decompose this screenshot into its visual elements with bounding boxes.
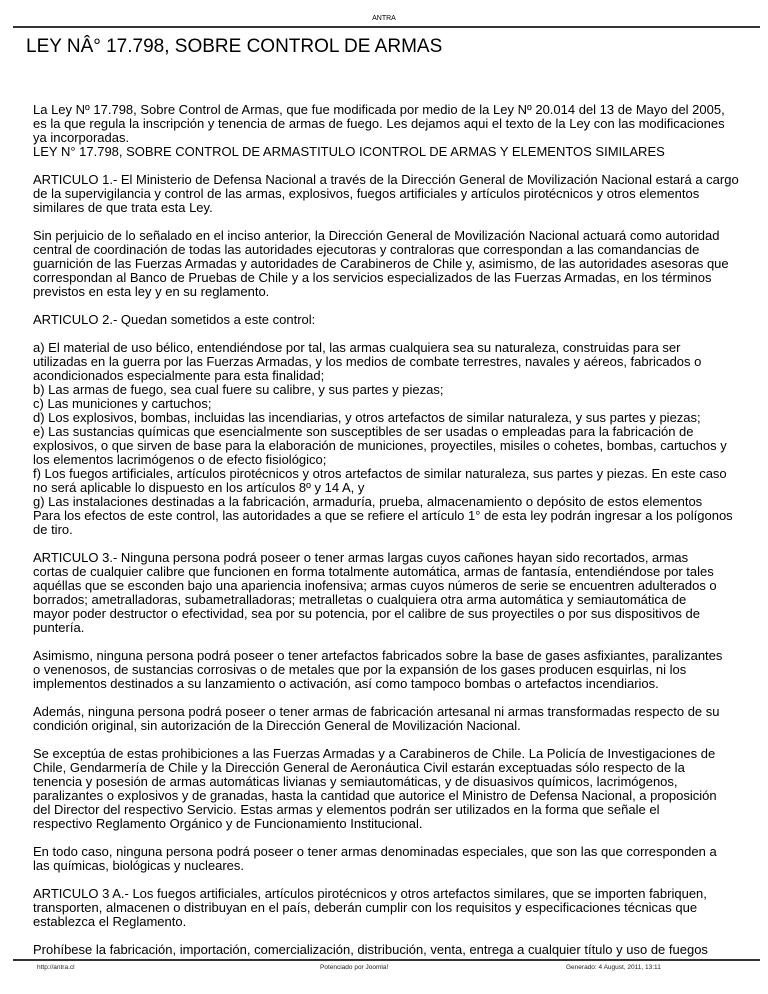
paragraph <box>33 551 748 635</box>
text-line: transporten, almacenen o distribuyan en el país, deberán cumplir con los requisitos y especificaciones técnicas que <box>33 900 698 915</box>
footer-site-link[interactable]: http://antra.cl <box>37 964 75 971</box>
text-line: g) Las instalaciones destinadas a la fabricación, armaduría, prueba, almacenamiento o depósito de estos elementos <box>33 494 703 509</box>
paragraph <box>33 845 748 873</box>
text-line: Asimismo, ninguna persona podrá poseer o tener artefactos fabricados sobre la base de gases asfixiantes, paralizantes <box>33 648 723 663</box>
text-line: a) El material de uso bélico, entendiéndose por tal, las armas cualquiera sea su naturaleza, construidas para ser <box>33 340 681 355</box>
text-line: puntería. <box>33 620 85 635</box>
text-line: no será aplicable lo dispuesto en los artículos 8º y 14 A, y <box>33 480 365 495</box>
text-line: tenencia y posesión de armas automáticas livianas y semiautomáticas, y de disuasivos químicos, lacrimógenos, <box>33 774 678 789</box>
text-line: LEY N° 17.798, SOBRE CONTROL DE ARMASTITULO ICONTROL DE ARMAS Y ELEMENTOS SIMILARES <box>33 144 665 159</box>
paragraph <box>33 747 748 831</box>
text-line: similares de que trata esta Ley. <box>33 200 213 215</box>
footer-divider <box>13 959 760 961</box>
text-line: los elementos lacrimógenos o de efecto fisiológico; <box>33 452 327 467</box>
text-line: acondicionados especialmente para esta finalidad; <box>33 368 325 383</box>
paragraph <box>33 705 748 733</box>
text-line: respectivo Reglamento Orgánico y de Funcionamiento Institucional. <box>33 816 423 831</box>
text-line: implementos destinados a su lanzamiento o activación, así como tampoco bombas o artefactos incendiarios. <box>33 676 659 691</box>
paragraph <box>33 313 748 327</box>
text-line: explosivos, o que sirven de base para la elaboración de municiones, proyectiles, misiles o cohetes, bombas, cartuchos y <box>33 438 727 453</box>
text-line: e) Las sustancias químicas que esencialmente son susceptibles de ser usadas o empleadas para la fabricación de <box>33 424 694 439</box>
text-line: aquéllas que se esconden bajo una apariencia inofensiva; armas cuyos números de serie se encuentren adulterados o <box>33 578 717 593</box>
text-line: b) Las armas de fuego, sea cual fuere su calibre, y sus partes y piezas; <box>33 382 444 397</box>
text-line: ARTICULO 3 A.- Los fuegos artificiales, artículos pirotécnicos y otros artefactos similares, que se importen fabriquen, <box>33 886 707 901</box>
text-line: previstos en esta ley y en su reglamento. <box>33 284 270 299</box>
paragraph <box>33 943 748 957</box>
text-line: Prohíbese la fabricación, importación, comercialización, distribución, venta, entrega a cualquier título y uso de fuegos <box>33 942 708 957</box>
text-line: Además, ninguna persona podrá poseer o tener armas de fabricación artesanal ni armas transformadas respecto de su <box>33 704 720 719</box>
text-line: central de coordinación de todas las autoridades ejecutoras y contraloras que correspondan a las comandancias de <box>33 242 700 257</box>
text-line: Sin perjuicio de lo señalado en el inciso anterior, la Dirección General de Movilización Nacional actuará como autoridad <box>33 228 720 243</box>
text-line: La Ley Nº 17.798, Sobre Control de Armas, que fue modificada por medio de la Ley Nº 20.014 del 13 de Mayo del 2005, <box>33 102 725 117</box>
text-line: del Director del respectivo Servicio. Estas armas y elementos podrán ser utilizados en la forma que señale el <box>33 802 660 817</box>
footer <box>0 963 768 975</box>
text-line: borrados; ametralladoras, subametralladoras; metralletas o cualquiera otra arma automática y semiautomática de <box>33 592 687 607</box>
text-line: o venenosos, de sustancias corrosivas o de metales que por la expansión de los gases producen esquirlas, ni los <box>33 662 687 677</box>
text-line: las químicas, biológicas y nucleares. <box>33 858 244 873</box>
text-line: guarnición de las Fuerzas Armadas y autoridades de Carabineros de Chile y, asimismo, de las autoridades asesoras que <box>33 256 729 271</box>
paragraph <box>33 103 748 159</box>
text-line: condición original, sin autorización de la Dirección General de Movilización Nacional. <box>33 718 521 733</box>
paragraph <box>33 649 748 691</box>
text-line: correspondan al Banco de Pruebas de Chile y a los servicios especializados de las Fuerzas Armadas, en los términos <box>33 270 712 285</box>
text-line: de tiro. <box>33 522 73 537</box>
text-line: ARTICULO 2.- Quedan sometidos a este control: <box>33 312 316 327</box>
text-line: es la que regula la inscripción y tenencia de armas de fuego. Les dejamos aqui el texto de la Ley con las modificaciones <box>33 116 725 131</box>
text-line: mayor poder destructor o efectividad, sea por su potencia, por el calibre de sus proyectiles o por sus dispositivos de <box>33 606 700 621</box>
text-line: utilizadas en la guerra por las Fuerzas Armadas, y los medios de combate terrestres, navales y aéreos, fabricados o <box>33 354 702 369</box>
text-line: cortas de cualquier calibre que funcionen en forma totalmente automática, armas de fantasía, entendiéndose por tales <box>33 564 714 579</box>
text-line: ARTICULO 1.- El Ministerio de Defensa Nacional a través de la Dirección General de Movilización Nacional estará a cargo <box>33 172 739 187</box>
page-title: LEY NÂ° 17.798, SOBRE CONTROL DE ARMAS <box>26 36 443 57</box>
footer-powered-by: Potenciado por Joomla! <box>320 964 389 971</box>
text-line: Chile, Gendarmería de Chile y la Dirección General de Aeronáutica Civil estarán exceptuadas sólo respecto de la <box>33 760 685 775</box>
text-line: ARTICULO 3.- Ninguna persona podrá poseer o tener armas largas cuyos cañones hayan sido recortados, armas <box>33 550 689 565</box>
paragraph <box>33 887 748 929</box>
text-line: ya incorporadas. <box>33 130 130 145</box>
header-divider <box>13 26 760 28</box>
text-line: En todo caso, ninguna persona podrá poseer o tener armas denominadas especiales, que son las que corresponden a <box>33 844 717 859</box>
footer-generated-date: Generado: 4 August, 2011, 13:11 <box>566 964 661 971</box>
text-line: Se exceptúa de estas prohibiciones a las Fuerzas Armadas y a Carabineros de Chile. La Policía de Investigaciones de <box>33 746 716 761</box>
paragraph <box>33 229 748 299</box>
document-body <box>33 103 748 959</box>
text-line: Para los efectos de este control, las autoridades a que se refiere el artículo 1° de esta ley podrán ingresar a los polígonos <box>33 508 733 523</box>
text-line: d) Los explosivos, bombas, incluidas las incendiarias, y otros artefactos de similar naturaleza, y sus partes y piezas; <box>33 410 701 425</box>
paragraph <box>33 341 748 537</box>
text-line: f) Los fuegos artificiales, artículos pirotécnicos y otros artefactos de similar naturaleza, sus partes y piezas. En este caso <box>33 466 727 481</box>
text-line: c) Las municiones y cartuchos; <box>33 396 212 411</box>
paragraph <box>33 173 748 215</box>
text-line: paralizantes o explosivos y de granadas, hasta la cantidad que autorice el Ministro de Defensa Nacional, a proposición <box>33 788 717 803</box>
site-name: ANTRA <box>372 15 396 22</box>
text-line: de la supervigilancia y control de las armas, explosivos, fuegos artificiales y artículos pirotécnicos y otros elementos <box>33 186 700 201</box>
text-line: establezca el Reglamento. <box>33 914 187 929</box>
